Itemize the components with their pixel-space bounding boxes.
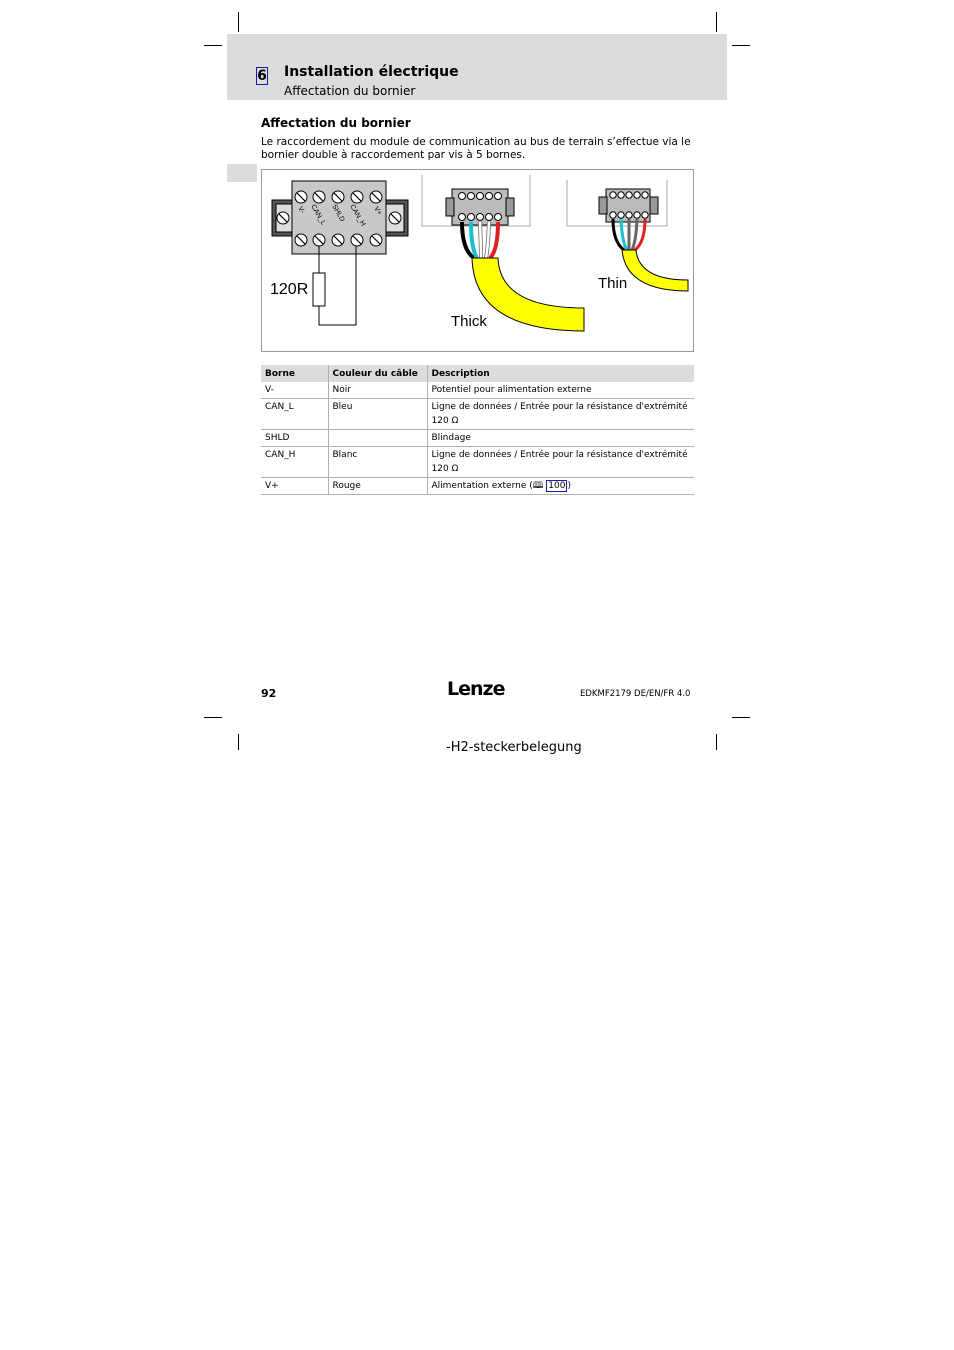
- image-caption: -H2-steckerbelegung: [446, 740, 582, 755]
- chapter-subtitle: Affectation du bornier: [284, 84, 416, 98]
- chapter-title: Installation électrique: [284, 64, 459, 80]
- intro-paragraph: Le raccordement du module de communication au bus de terrain s’effectue via le bornier double à raccordement par vis à 5 bornes.: [261, 136, 691, 161]
- terminal-label-can-h: CAN_H: [348, 203, 367, 228]
- side-tab-marker: [227, 164, 257, 182]
- page-number: 92: [261, 687, 277, 700]
- thin-label: Thin: [598, 275, 628, 292]
- cell-borne: SHLD: [261, 430, 328, 447]
- cell-description: [427, 430, 694, 447]
- cell-description: [427, 447, 694, 478]
- terminal-label-can-l: CAN_L: [309, 203, 327, 227]
- cell-description-text: Ligne de données / Entrée pour la résistance d'extrémité: [431, 450, 688, 460]
- cell-description-text: Blindage: [431, 433, 471, 443]
- table-row: [261, 430, 694, 447]
- cell-description-text: Ligne de données / Entrée pour la résistance d'extrémité: [431, 402, 688, 412]
- cell-description-end: ): [567, 481, 571, 491]
- document-id: EDKMF2179 DE/EN/FR 4.0: [580, 689, 691, 699]
- cell-borne: CAN_L: [261, 399, 328, 430]
- cell-description-value: 120 Ω: [431, 416, 459, 426]
- chapter-number[interactable]: 6: [257, 68, 267, 84]
- crop-mark: [716, 12, 717, 32]
- crop-mark: [238, 12, 239, 32]
- resistor-label: 120R: [270, 281, 309, 298]
- crop-mark: [732, 45, 750, 46]
- cell-description: [427, 399, 694, 430]
- terminal-diagram: [261, 169, 694, 352]
- table-row: [261, 382, 694, 399]
- cell-couleur: [328, 430, 427, 447]
- crop-mark: [204, 45, 222, 46]
- cell-couleur: Rouge: [328, 478, 427, 495]
- cell-couleur: Bleu: [328, 399, 427, 430]
- table-header-row: [261, 365, 694, 382]
- cell-borne: V+: [261, 478, 328, 495]
- terminal-label-v-minus: V-: [296, 205, 306, 215]
- cell-couleur: Noir: [328, 382, 427, 399]
- cell-borne: V-: [261, 382, 328, 399]
- thick-label: Thick: [451, 313, 487, 330]
- terminal-assignment-table: [261, 365, 694, 495]
- cell-description: [427, 382, 694, 399]
- crop-mark: [716, 734, 717, 750]
- crop-mark: [204, 717, 222, 718]
- section-title: Affectation du bornier: [261, 116, 411, 130]
- page-reference-link[interactable]: 100: [548, 481, 566, 491]
- cell-description-text: Potentiel pour alimentation externe: [431, 385, 592, 395]
- column-header-couleur: Couleur du câble: [328, 365, 427, 382]
- table-row: [261, 399, 694, 430]
- cell-description: [427, 478, 694, 495]
- crop-mark: [238, 734, 239, 750]
- cell-borne: CAN_H: [261, 447, 328, 478]
- cell-description-text: Alimentation externe (: [431, 481, 533, 491]
- table-row: [261, 478, 694, 495]
- cell-couleur: Blanc: [328, 447, 427, 478]
- column-header-borne: Borne: [261, 365, 328, 382]
- terminal-label-v-plus: V+: [372, 205, 383, 217]
- table-row: [261, 447, 694, 478]
- crop-mark: [732, 717, 750, 718]
- lenze-logo: Lenze: [447, 678, 505, 700]
- book-icon: 🕮: [532, 481, 544, 491]
- cell-description-value: 120 Ω: [431, 464, 459, 474]
- column-header-description: Description: [427, 365, 694, 382]
- terminal-label-shld: SHLD: [330, 203, 346, 224]
